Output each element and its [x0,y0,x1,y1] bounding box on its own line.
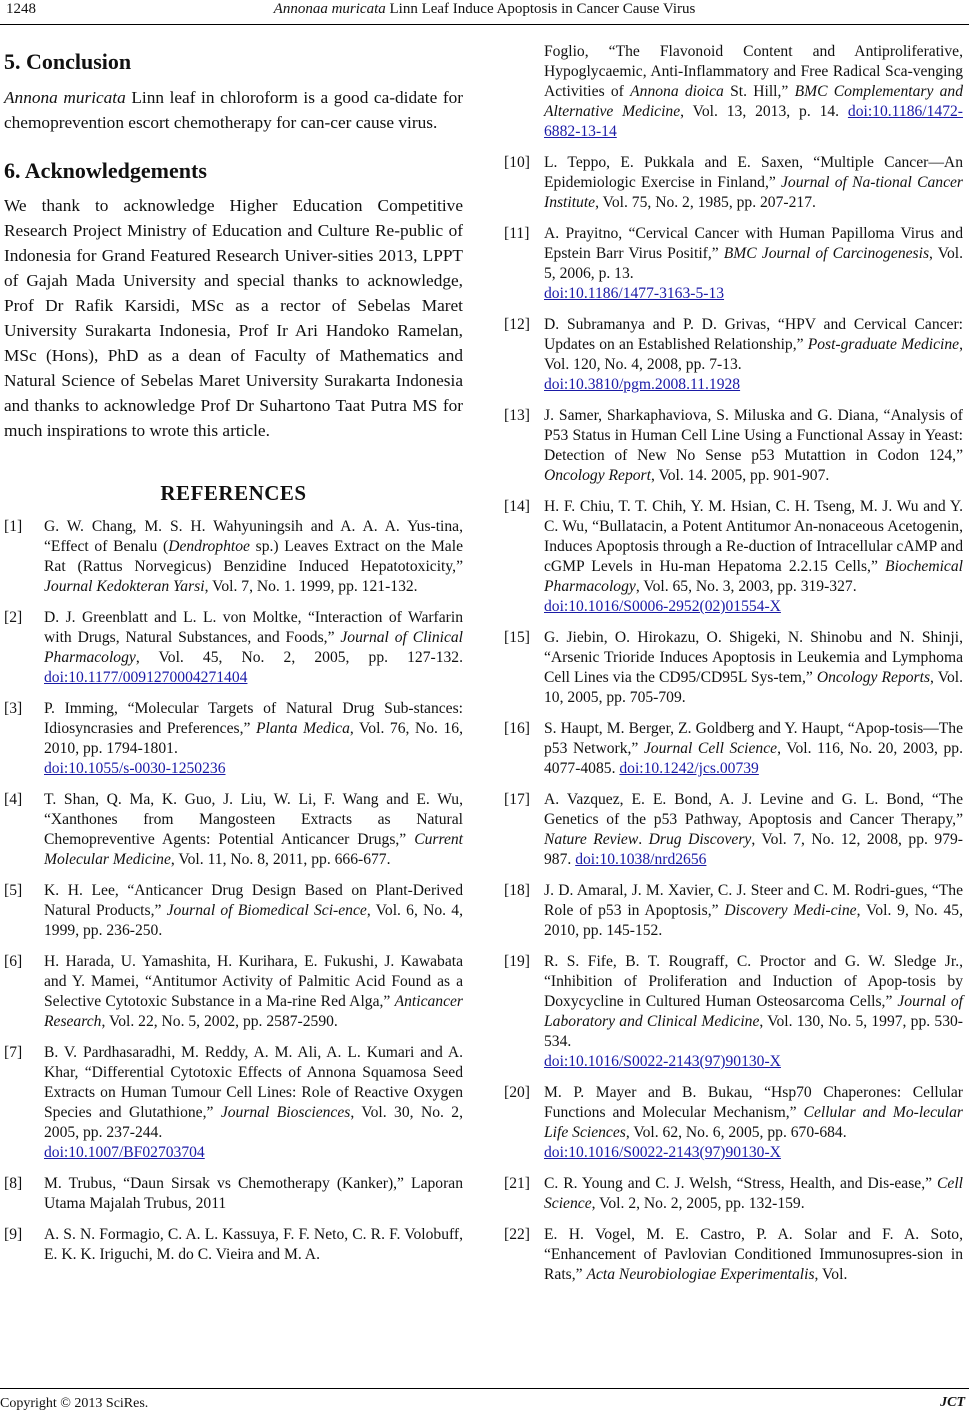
reference-details: , Vol. 45, No. 2, 2005, pp. 127-132. [135,649,463,666]
reference-item [504,790,963,870]
reference-part: S. Haupt, M. Berger, Z. Goldberg and Y. Haupt, “Apop-tosis—The p53 Network,” [544,720,963,757]
reference-text [544,1083,963,1163]
reference-italic: Annona dioica [630,83,724,100]
right-column [504,42,963,1296]
reference-number: [2] [4,609,23,626]
reference-number: [22] [504,1226,530,1243]
reference-item [504,315,963,395]
reference-details: , Vol. 11, No. 8, 2011, pp. 666-677. [170,851,391,868]
acknowledgements-paragraph: We thank to acknowledge Higher Education Competitive Research Project Ministry of Education and Culture Re-public of Indonesia for Grand Featured Research Univer-sities 2013, LPPT of Gajah Mada University and special thanks to acknowledge, Prof Dr Rafik Karsidi, MSc as a rector of Sebelas Maret University Surakarta Indonesia, Prof Ir Ari Handoko Ramelan, MSc (Hons), PhD as a dean of Faculty of Mathematics and Natural Science of Sebelas Maret University Surakarta Indonesia and thanks to acknowledge Prof Dr Suhartono Taat Putra MS for much inspirations to wrote this article. [4,196,463,440]
reference-text [544,1174,963,1214]
reference-italic: Dendrophtoe [168,538,250,555]
reference-journal: Post-graduate Medicine [807,336,960,353]
reference-details: , Vol. 120, No. 4, 2008, pp. 7-13. [544,336,963,373]
reference-italic: Nature Review [544,831,639,848]
reference-text [44,517,463,597]
reference-text [544,952,963,1072]
reference-journal: Discovery Medi-cine [724,902,857,919]
reference-number: [8] [4,1175,23,1192]
doi-link[interactable]: doi:10.3810/pgm.2008.11.1928 [544,376,741,393]
reference-item [4,1225,463,1265]
reference-details: , Vol. 6, No. 4, 1999, pp. 236-250. [44,902,464,939]
reference-text [44,790,463,870]
doi-link[interactable]: doi:10.1016/S0022-2143(97)90130-X [544,1053,781,1070]
reference-number: [7] [4,1044,23,1061]
reference-item [504,881,963,941]
reference-text [44,1225,463,1265]
references-list-right [504,42,963,1285]
journal-abbrev: JCT [940,1395,965,1410]
reference-text [44,608,463,688]
reference-journal: BMC Complementary and Alternative Medicine [544,83,964,120]
reference-journal: Biochemical Pharmacology [544,558,963,595]
reference-journal: Acta Neurobiologiae Experimentalis [586,1266,815,1283]
reference-text [544,42,963,142]
page-number: 1248 [6,1,36,17]
reference-part: K. H. Lee, “Anticancer Drug Design Based on Plant-Derived Natural Products,” [44,882,463,919]
reference-journal: Cellular and Mo-lecular Life Sciences [544,1104,963,1141]
reference-text [544,497,963,617]
reference-details: , Vol. 2, No. 2, 2005, pp. 132-159. [591,1195,805,1212]
reference-journal: Oncology Report [544,467,651,484]
doi-link[interactable]: doi:10.1016/S0022-2143(97)90130-X [544,1144,781,1161]
reference-journal: Anticancer Research [44,993,463,1030]
reference-details: , Vol. 5, 2006, p. 13. [544,245,963,282]
reference-item [4,608,463,688]
reference-number: [14] [504,498,530,515]
reference-number: [1] [4,518,23,535]
reference-journal: Drug Discovery [648,831,752,848]
reference-item [4,699,463,779]
reference-part: G. Jiebin, O. Hirokazu, O. Shigeki, N. Shinobu and N. Shinji, “Arsenic Trioride Induces Apoptosis in Leukemia and Lymphoma Cell Lines via the CD95/CD95L Sys-tem,” [544,629,963,686]
reference-journal: Journal of Laboratory and Clinical Medicine [544,993,963,1030]
reference-item [504,1174,963,1214]
reference-part: A. Prayitno, “Cervical Cancer with Human Papilloma Virus and Epstein Barr Virus Positif,” [544,225,963,262]
reference-number: [6] [4,953,23,970]
reference-number [504,42,544,142]
doi-link[interactable]: doi:10.1016/S0006-2952(02)01554-X [544,598,781,615]
reference-part: B. V. Pardhasaradhi, M. Reddy, A. M. Ali, A. L. Kumari and A. Khar, “Differential Cytotoxic Effects of Annona Squamosa Seed Extracts on Human Tumour Cell Lines: Role of Reactive Oxygen Species and Glutathione,” [44,1044,463,1121]
reference-text [544,719,963,779]
reference-details: , Vol. 75, No. 2, 1985, pp. 207-217. [595,194,816,211]
reference-details: , Vol. 65, No. 3, 2003, pp. 319-327. [635,578,857,595]
reference-number: [13] [504,407,530,424]
reference-details: , Vol. 76, No. 16, 2010, pp. 1794-1801. [44,720,463,757]
doi-link[interactable]: doi:10.1007/BF02703704 [44,1144,205,1161]
reference-text [544,406,963,486]
reference-part: P. Imming, “Molecular Targets of Natural Drug Sub-stances: Idiosyncrasies and Preferences,” [44,700,463,737]
reference-text [544,315,963,395]
reference-part: D. Subramanya and P. D. Grivas, “HPV and Cervical Cancer: Updates on an Established Relationship,” [544,316,963,353]
reference-part: M. P. Mayer and B. Bukau, “Hsp70 Chaperones: Cellular Functions and Molecular Mechanism,” [544,1084,963,1121]
reference-number: [17] [504,791,530,808]
reference-part: J. Samer, Sharkaphaviova, S. Miluska and G. Diana, “Analysis of P53 Status in Human Cell Line Using a Functional Assay in Yeast: Detection of New No Sense p53 Mutattion in Codon 124,” [544,407,963,464]
reference-item [504,224,963,304]
doi-link[interactable]: doi:10.1242/jcs.00739 [619,760,759,777]
reference-part: H. F. Chiu, T. T. Chih, Y. M. Hsian, C. H. Tseng, M. J. Wu and Y. C. Wu, “Bullatacin, a Potent Antitumor An-nonaceous Acetogenin, Induces Apoptosis through a Re-duction of Intracellular cAMP and cGMP Levels in Hu-man Hepatoma 2.2.15 Cells,” [544,498,963,575]
running-header [0,0,969,26]
reference-details: , Vol. 62, No. 6, 2005, pp. 670-684. [625,1124,847,1141]
reference-journal: Journal Kedokteran Yarsi [44,578,205,595]
reference-journal: Current Molecular Medicine [44,831,463,868]
reference-number: [21] [504,1175,530,1192]
conclusion-text: Linn leaf in chloroform is a good ca-didate for chemoprevention escort chemotherapy for can-cer cause virus. [4,88,463,132]
reference-text [544,628,963,708]
reference-journal: Cell Science [544,1175,963,1212]
reference-item [504,42,963,142]
conclusion-heading: 5. Conclusion [4,49,132,74]
reference-number: [11] [504,225,530,242]
reference-details: , Vol. 30, No. 2, 2005, pp. 237-244. [44,1104,463,1141]
reference-item [4,1174,463,1214]
reference-item [504,153,963,213]
reference-text [544,881,963,941]
reference-text [544,153,963,213]
left-column [4,48,463,1276]
reference-item [4,790,463,870]
reference-part: G. W. Chang, M. S. H. Wahyuningsih and A. A. A. Yus-tina, “Effect of Benalu ( [44,518,463,555]
reference-text [544,224,963,304]
footer-rule [0,1388,969,1389]
reference-item [4,881,463,941]
reference-details: , Vol. 9, No. 45, 2010, pp. 145-152. [544,902,963,939]
doi-link[interactable]: doi:10.1186/1477-3163-5-13 [544,285,725,302]
reference-part: A. Vazquez, E. E. Bond, A. J. Levine and G. L. Bond, “The Genetics of the p53 Pathway, Apoptosis and Cancer Therapy,” [544,791,963,828]
reference-journal: Journal of Biomedical Sci-ence [166,902,367,919]
reference-text [44,881,463,941]
reference-item [4,1043,463,1163]
reference-details: , Vol. 130, No. 5, 1997, pp. 530-534. [544,1013,963,1050]
conclusion-paragraph [4,85,463,135]
reference-item [504,1083,963,1163]
running-title-species: Annonaa muricata [273,1,386,17]
reference-part: R. S. Fife, B. T. Rougraff, C. Proctor and G. W. Sledge Jr., “Inhibition of Proliferation and Induction of Apop-tosis by Doxycycline in Cultured Human Osteosarcoma Cells,” [544,953,963,1010]
reference-journal: Journal of Na-tional Cancer Institute [544,174,963,211]
reference-part: T. Shan, Q. Ma, K. Guo, J. Liu, W. Li, F. Wang and E. Wu, “Xanthones from Mangosteen Extracts as Natural Chemopreventive Agents: Potential Anticancer Drugs,” [44,791,463,848]
reference-text [544,790,963,870]
reference-item [504,497,963,617]
reference-details: , Vol. 116, No. 20, 2003, pp. 4077-4085. [544,740,963,777]
reference-part: H. Harada, U. Yamashita, H. Kurihara, E. Fukushi, J. Kawabata and Y. Mamei, “Antitumor Activity of Palmitic Acid Found as a Selective Cytotoxic Substance in a Ma-rine Red Alga,” [44,953,463,1010]
reference-text [44,1043,463,1163]
reference-item [4,952,463,1032]
reference-item [504,628,963,708]
reference-number: [18] [504,882,530,899]
reference-text [44,952,463,1032]
reference-part: D. J. Greenblatt and L. L. von Moltke, “Interaction of Warfarin with Drugs, Natural Substances, and Foods,” [44,609,463,646]
reference-number: [10] [504,154,530,171]
reference-part: A. S. N. Formagio, C. A. L. Kassuya, F. F. Neto, C. R. F. Volobuff, E. K. K. Iriguchi, M. do C. Vieira and M. A. [44,1226,463,1263]
header-rule [0,24,969,25]
reference-journal: BMC Journal of Carcinogenesis [723,245,930,262]
reference-text [44,699,463,779]
running-title [0,1,969,18]
running-title-rest: Linn Leaf Induce Apoptosis in Cancer Cause Virus [385,1,696,17]
reference-number: [3] [4,700,23,717]
reference-part: M. Trubus, “Daun Sirsak vs Chemotherapy (Kanker),” Laporan Utama Majalah Trubus, 2011 [44,1175,463,1212]
reference-part: J. D. Amaral, J. M. Xavier, C. J. Steer and C. M. Rodri-gues, “The Role of p53 in Apoptosis,” [544,882,963,919]
reference-details: , Vol. 14. 2005, pp. 901-907. [650,467,830,484]
doi-link[interactable]: doi:10.1177/0091270004271404 [44,669,248,686]
reference-item [504,406,963,486]
reference-journal: Journal of Clinical Pharmacology [44,629,463,666]
reference-part: sp.) Leaves Extract on the Male Rat (Rattus Norvegicus) Benzidine Induced Hepatotoxicity,” [44,538,463,575]
reference-item [504,952,963,1072]
acknowledgements-heading: 6. Acknowledgements [4,158,207,183]
reference-part: L. Teppo, E. Pukkala and E. Saxen, “Multiple Cancer—An Epidemiologic Exercise in Finland,” [544,154,963,191]
doi-link[interactable]: doi:10.1055/s-0030-1250236 [44,760,226,777]
references-list-left [4,517,463,1265]
reference-number: [19] [504,953,530,970]
reference-part: . [638,831,649,848]
reference-journal: Journal Cell Science [643,740,778,757]
reference-item [504,1225,963,1285]
reference-part: C. R. Young and C. J. Welsh, “Stress, Health, and Dis-ease,” [544,1175,937,1192]
references-heading: REFERENCES [160,481,307,505]
reference-details: , Vol. 22, No. 5, 2002, pp. 2587-2590. [101,1013,338,1030]
reference-details: , Vol. 7, No. 12, 2008, pp. 979-987. [544,831,963,868]
reference-item [4,517,463,597]
reference-details: , Vol. 13, 2013, p. 14. [680,103,848,120]
reference-part: Foglio, “The Flavonoid Content and Antiproliferative, Hypoglycaemic, Anti-Inflammatory and Free Radical Sca-venging Activities of [544,43,963,100]
reference-number: [5] [4,882,23,899]
reference-text [544,1225,963,1285]
copyright: Copyright © 2013 SciRes. [0,1396,149,1411]
reference-journal: Journal Biosciences [220,1104,351,1121]
species-name: Annona muricata [4,88,126,107]
reference-details: , Vol. 10, 2005, pp. 705-709. [544,669,963,706]
reference-number: [20] [504,1084,530,1101]
reference-number: [4] [4,791,23,808]
reference-number: [9] [4,1226,23,1243]
reference-details: , Vol. [814,1266,848,1283]
reference-part: E. H. Vogel, M. E. Castro, P. A. Solar and F. A. Soto, “Enhancement of Pavlovian Conditioned Immunosupres-sion in Rats,” [544,1226,963,1283]
reference-item [504,719,963,779]
reference-number: [15] [504,629,530,646]
reference-details: , Vol. 7, No. 1. 1999, pp. 121-132. [204,578,418,595]
reference-text [44,1174,463,1214]
doi-link[interactable]: doi:10.1038/nrd2656 [575,851,707,868]
reference-journal: Oncology Reports [816,669,931,686]
reference-part: St. Hill,” [723,83,795,100]
doi-link[interactable]: doi:10.1186/1472-6882-13-14 [544,103,963,140]
reference-journal: Planta Medica [255,720,350,737]
reference-number: [16] [504,720,530,737]
reference-number: [12] [504,316,530,333]
